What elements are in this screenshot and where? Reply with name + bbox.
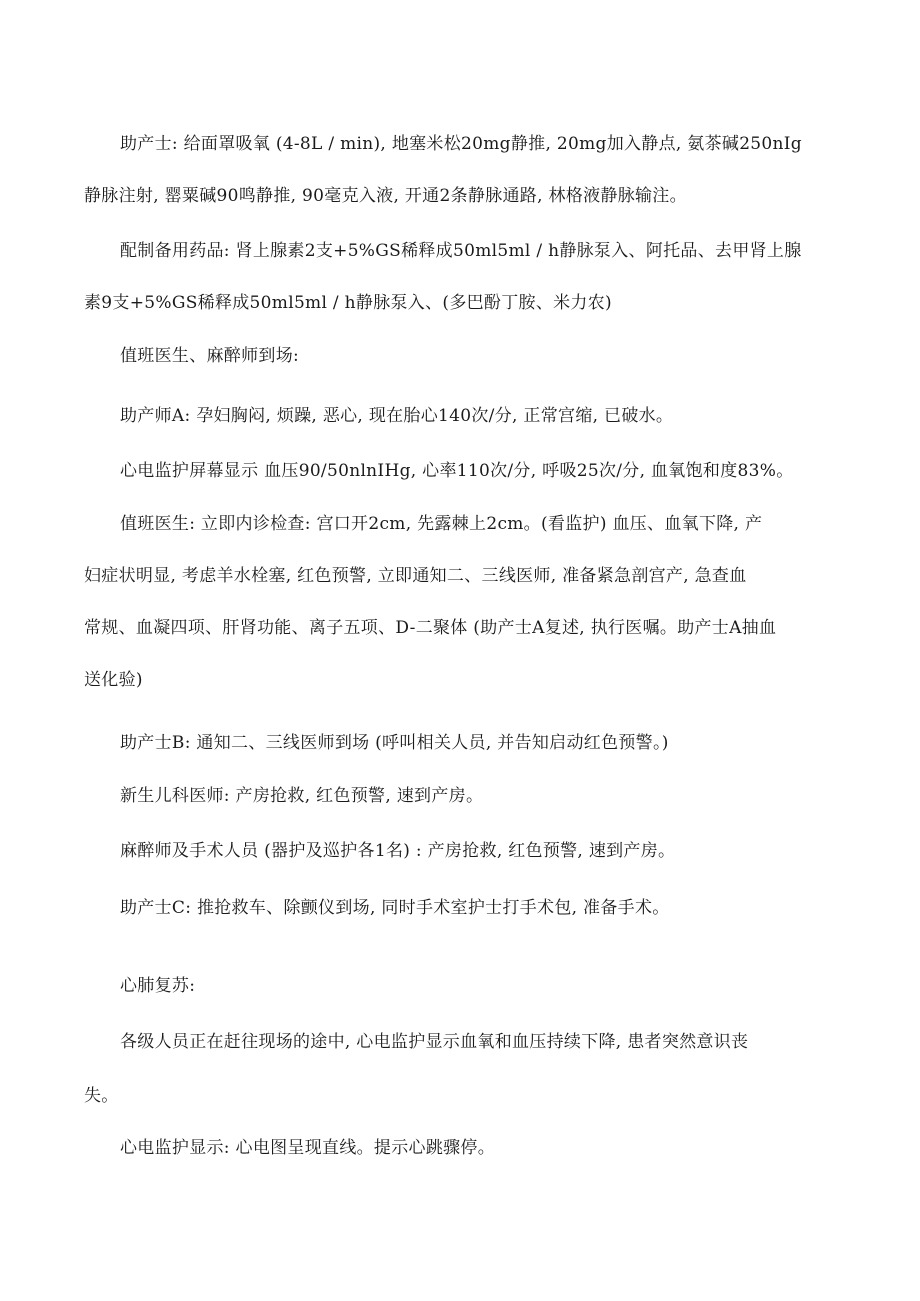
paragraph-backup-drugs xyxy=(84,225,844,329)
text-line: 送化验) xyxy=(84,670,143,690)
text-line: 值班医生: 立即内诊检查: 宫口开2cm, 先露棘上2cm。(看监护) 血压、血氧下降, 产 xyxy=(120,514,763,534)
text-line: 配制备用药品: 肾上腺素2支+5%GS稀释成50ml5ml / h静脉泵入、阿托品、去甲肾上腺 xyxy=(120,241,802,261)
text-line: 失。 xyxy=(84,1086,119,1106)
paragraph-midwife-b xyxy=(84,717,844,769)
text-line: 助产士B: 通知二、三线医师到场 (呼叫相关人员, 并告知启动红色预警。) xyxy=(120,733,669,753)
paragraph-doctor-arrival xyxy=(84,330,844,382)
text-line: 助产师A: 孕妇胸闷, 烦躁, 恶心, 现在胎心140次/分, 正常宫缩, 已破水。 xyxy=(120,406,674,426)
paragraph-doctor-exam xyxy=(84,498,844,706)
text-line: 静脉注射, 罂粟碱90鸣静推, 90毫克入液, 开通2条静脉通路, 林格液静脉输注。 xyxy=(84,186,687,206)
paragraph-midwife-c xyxy=(84,882,844,934)
paragraph-ecg-monitor xyxy=(84,445,844,497)
paragraph-anesthesia xyxy=(84,825,844,877)
text-line: 妇症状明显, 考虑羊水栓塞, 红色预警, 立即通知二、三线医师, 准备紧急剖宫产, 急查血 xyxy=(84,566,747,586)
paragraph-cardiac-arrest xyxy=(84,1122,844,1174)
paragraph-deterioration xyxy=(84,1015,844,1123)
text-line: 麻醉师及手术人员 (器护及巡护各1名) : 产房抢救, 红色预警, 速到产房。 xyxy=(120,841,676,861)
paragraph-cpr-heading xyxy=(84,960,844,1012)
text-line: 心电监护屏幕显示 血压90/50nlnIHg, 心率110次/分, 呼吸25次/分, 血氧饱和度83%。 xyxy=(120,461,794,481)
text-line: 心肺复苏: xyxy=(120,976,196,996)
paragraph-midwife-oxygen xyxy=(84,118,844,222)
text-line: 新生儿科医师: 产房抢救, 红色预警, 速到产房。 xyxy=(120,786,484,806)
text-line: 素9支+5%GS稀释成50ml5ml / h静脉泵入、(多巴酚丁胺、米力农) xyxy=(84,293,612,313)
text-line: 心电监护显示: 心电图呈现直线。提示心跳骤停。 xyxy=(120,1138,496,1158)
text-line: 助产士C: 推抢救车、除颤仪到场, 同时手术室护士打手术包, 准备手术。 xyxy=(120,898,670,918)
text-line: 值班医生、麻醉师到场: xyxy=(120,346,300,366)
paragraph-neonatal xyxy=(84,770,844,822)
text-line: 各级人员正在赶往现场的途中, 心电监护显示血氧和血压持续下降, 患者突然意识丧 xyxy=(120,1032,749,1052)
text-line: 助产士: 给面罩吸氧 (4-8L / min), 地塞米松20mg静推, 20mg加入静点, 氨茶碱250nIg xyxy=(120,134,802,154)
paragraph-midwife-a xyxy=(84,390,844,442)
text-line: 常规、血凝四项、肝肾功能、离子五项、D-二聚体 (助产士A复述, 执行医嘱。助产士A抽血 xyxy=(84,618,777,638)
